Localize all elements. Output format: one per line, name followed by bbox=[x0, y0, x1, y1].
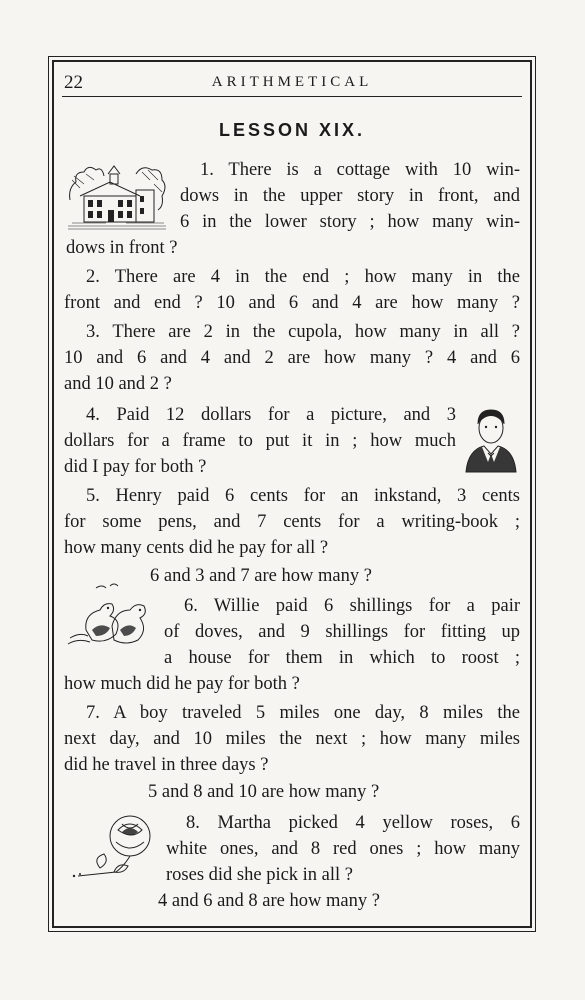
question-8-line-2: white ones, and 8 red ones ; how many bbox=[166, 839, 520, 859]
question-4-line-1: 4. Paid 12 dollars for a picture, and 3 bbox=[86, 405, 456, 425]
question-3-line-3: and 10 and 2 ? bbox=[64, 374, 172, 394]
portrait-illustration bbox=[462, 404, 520, 474]
question-8-line-1: 8. Martha picked 4 yellow roses, 6 bbox=[186, 813, 520, 833]
question-1-line-3: 6 in the lower story ; how many win- bbox=[180, 212, 520, 232]
cottage-illustration bbox=[66, 160, 168, 232]
question-7-line-3: did he travel in three days ? bbox=[64, 755, 269, 775]
question-6-line-2: of doves, and 9 shillings for fitting up bbox=[164, 622, 520, 642]
question-7-line-2: next day, and 10 miles the next ; how many miles bbox=[64, 729, 520, 749]
question-4-line-3: did I pay for both ? bbox=[64, 457, 207, 477]
question-2-line-1: 2. There are 4 in the end ; how many in the bbox=[86, 267, 520, 287]
question-5-line-4: 6 and 3 and 7 are how many ? bbox=[150, 566, 372, 586]
question-2-line-2: front and end ? 10 and 6 and 4 are how many ? bbox=[64, 293, 520, 313]
question-1-line-2: dows in the upper story in front, and bbox=[180, 186, 520, 206]
question-3-line-2: 10 and 6 and 4 and 2 are how many ? 4 and 6 bbox=[64, 348, 520, 368]
question-5-line-1: 5. Henry paid 6 cents for an inkstand, 3 cents bbox=[86, 486, 520, 506]
question-7-line-4: 5 and 8 and 10 are how many ? bbox=[148, 782, 380, 802]
running-head: ARITHMETICAL bbox=[211, 74, 373, 90]
rose-illustration bbox=[70, 810, 162, 886]
question-7-line-1: 7. A boy traveled 5 miles one day, 8 miles the bbox=[86, 703, 520, 723]
question-1-line-1: 1. There is a cottage with 10 win- bbox=[200, 160, 520, 180]
page-number: 22 bbox=[64, 72, 83, 93]
question-1-line-4: dows in front ? bbox=[66, 238, 178, 258]
question-8-line-3: roses did she pick in all ? bbox=[166, 865, 354, 885]
question-6-line-3: a house for them in which to roost ; bbox=[164, 648, 520, 668]
lesson-title: LESSON XIX. bbox=[218, 120, 366, 140]
doves-illustration bbox=[66, 580, 156, 656]
question-4-line-2: dollars for a frame to put it in ; how much bbox=[64, 431, 456, 451]
question-5-line-3: how many cents did he pay for all ? bbox=[64, 538, 329, 558]
question-8-line-4: 4 and 6 and 8 are how many ? bbox=[158, 891, 380, 911]
question-5-line-2: for some pens, and 7 cents for a writing-book ; bbox=[64, 512, 520, 532]
question-6-line-4: how much did he pay for both ? bbox=[64, 674, 300, 694]
question-3-line-1: 3. There are 2 in the cupola, how many in all ? bbox=[86, 322, 520, 342]
page-header bbox=[62, 70, 522, 97]
question-6-line-1: 6. Willie paid 6 shillings for a pair bbox=[184, 596, 520, 616]
